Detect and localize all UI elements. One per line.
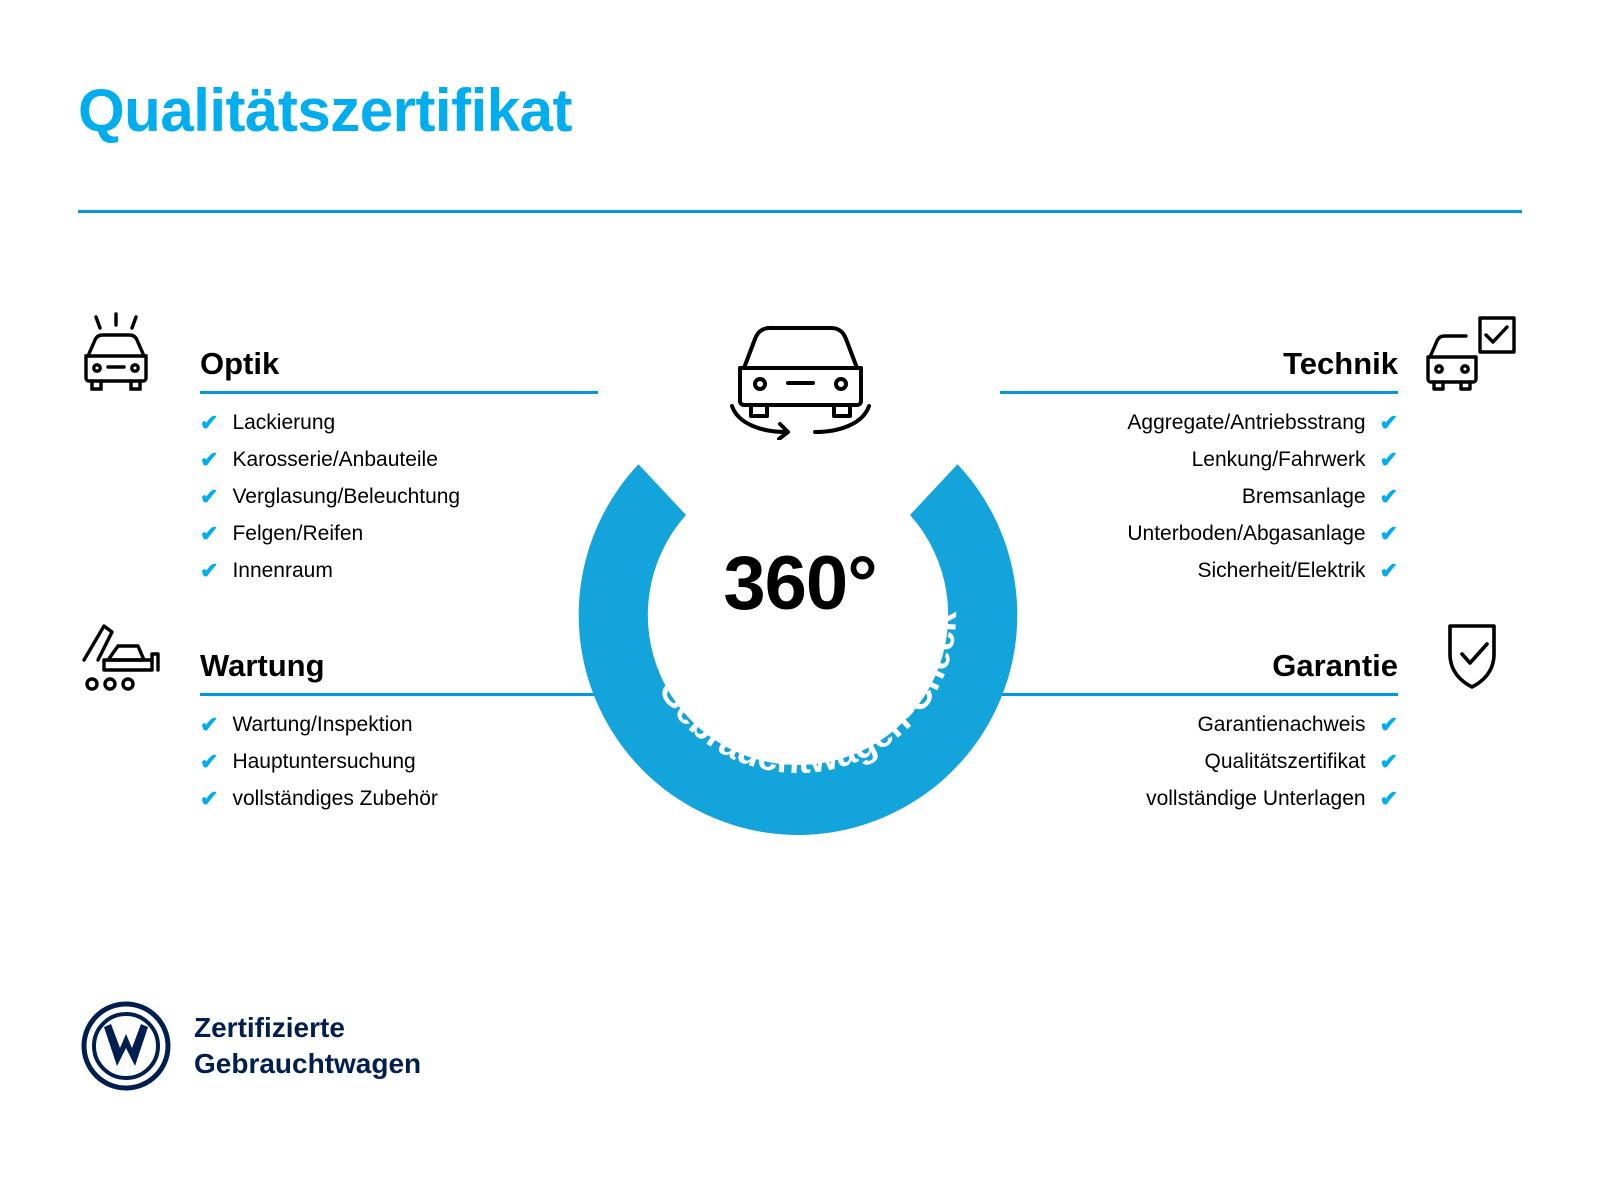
vw-logo bbox=[80, 1000, 172, 1092]
section-wartung bbox=[78, 632, 598, 817]
badge-center-label: 360° bbox=[723, 541, 877, 626]
list-item: ✔ Lackierung bbox=[200, 409, 336, 435]
list-item: ✔ Felgen/Reifen bbox=[200, 520, 364, 546]
ring-text: Gebrauchtwagen-Check bbox=[650, 610, 965, 782]
list-item: ✔ Verglasung/Beleuchtung bbox=[200, 483, 461, 509]
section-header-optik bbox=[78, 330, 598, 404]
check-icon: ✔ bbox=[1379, 557, 1398, 583]
check-icon: ✔ bbox=[1379, 446, 1398, 472]
section-divider bbox=[200, 693, 598, 696]
list-item: ✔ Qualitätszertifikat bbox=[1204, 748, 1398, 774]
check-icon: ✔ bbox=[1379, 409, 1398, 435]
list-item: ✔ vollständige Unterlagen bbox=[1146, 785, 1398, 811]
section-garantie bbox=[1000, 632, 1520, 817]
section-title: Optik bbox=[200, 346, 280, 381]
list-item: ✔ Sicherheit/Elektrik bbox=[1197, 557, 1398, 583]
check-icon: ✔ bbox=[1379, 711, 1398, 737]
check-icon: ✔ bbox=[200, 483, 219, 509]
list-item: ✔ Unterboden/Abgasanlage bbox=[1127, 520, 1398, 546]
title-divider bbox=[78, 210, 1522, 213]
check-icon: ✔ bbox=[200, 711, 219, 737]
section-optik bbox=[78, 330, 598, 589]
list-item: ✔ Innenraum bbox=[200, 557, 333, 583]
section-header-garantie bbox=[1000, 632, 1520, 706]
footer-text bbox=[194, 1010, 421, 1082]
footer-line-2: Gebrauchtwagen bbox=[194, 1048, 422, 1079]
badge-360-check bbox=[560, 300, 1040, 780]
section-title: Wartung bbox=[200, 648, 325, 683]
section-header-wartung bbox=[78, 632, 598, 706]
check-icon: ✔ bbox=[1379, 483, 1398, 509]
list-item: ✔ Hauptuntersuchung bbox=[200, 748, 416, 774]
check-icon: ✔ bbox=[1379, 748, 1398, 774]
checklist-garantie bbox=[1000, 706, 1520, 817]
check-icon: ✔ bbox=[1379, 785, 1398, 811]
footer-brand bbox=[80, 1000, 421, 1092]
list-item: ✔ Aggregate/Antriebsstrang bbox=[1127, 409, 1398, 435]
check-icon: ✔ bbox=[200, 409, 219, 435]
check-icon: ✔ bbox=[200, 557, 219, 583]
list-item: ✔ Wartung/Inspektion bbox=[200, 711, 413, 737]
check-icon: ✔ bbox=[1379, 520, 1398, 546]
section-title: Technik bbox=[1283, 346, 1398, 381]
list-item: ✔ Garantienachweis bbox=[1197, 711, 1398, 737]
check-icon: ✔ bbox=[200, 785, 219, 811]
page-title: Qualitätszertifikat bbox=[78, 77, 572, 144]
section-divider bbox=[1000, 391, 1398, 394]
list-item: ✔ Lenkung/Fahrwerk bbox=[1191, 446, 1398, 472]
check-icon: ✔ bbox=[200, 520, 219, 546]
section-divider bbox=[200, 391, 598, 394]
section-title: Garantie bbox=[1272, 648, 1398, 683]
section-header-technik bbox=[1000, 330, 1520, 404]
check-icon: ✔ bbox=[200, 748, 219, 774]
list-item: ✔ Karosserie/Anbauteile bbox=[200, 446, 438, 472]
checklist-wartung bbox=[78, 706, 598, 817]
checklist-optik bbox=[78, 404, 598, 589]
checklist-technik bbox=[1000, 404, 1520, 589]
list-item: ✔ Bremsanlage bbox=[1241, 483, 1398, 509]
section-technik bbox=[1000, 330, 1520, 589]
footer-line-1: Zertifizierte bbox=[194, 1012, 345, 1044]
list-item: ✔ vollständiges Zubehör bbox=[200, 785, 438, 811]
check-icon: ✔ bbox=[200, 446, 219, 472]
section-divider bbox=[1000, 693, 1398, 696]
